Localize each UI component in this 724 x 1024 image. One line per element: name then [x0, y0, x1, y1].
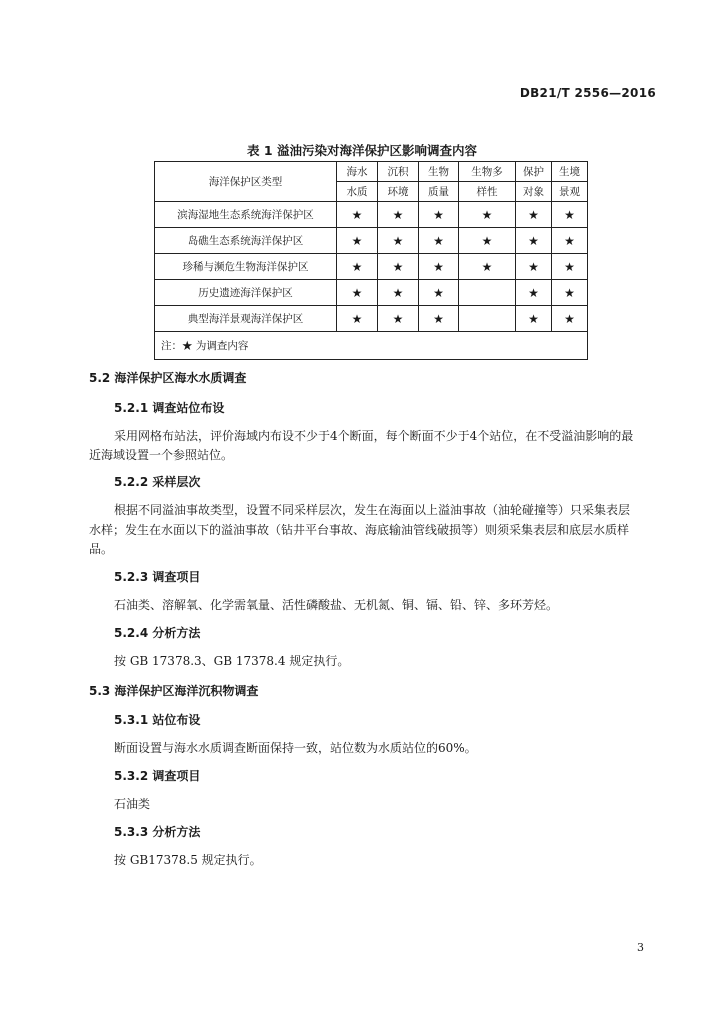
- column-header: 生物多: [459, 162, 516, 182]
- column-header: 对象: [516, 182, 552, 202]
- star-mark: ★: [552, 306, 588, 332]
- star-mark: ★: [459, 228, 516, 254]
- star-mark: ★: [378, 254, 419, 280]
- table-note-row: [155, 332, 588, 360]
- empty-mark: [459, 280, 516, 306]
- paragraph-line: 石油类: [114, 797, 151, 811]
- page-number: 3: [637, 941, 644, 954]
- star-mark: ★: [552, 254, 588, 280]
- survey-content-table: [154, 161, 588, 360]
- section-heading-5-3-1: 5.3.1 站位布设: [114, 713, 201, 727]
- star-mark: ★: [552, 202, 588, 228]
- paragraph-line: 采用网格布站法，评价海域内布设不少于4个断面，每个断面不少于4个站位，在不受溢油影响的最: [114, 429, 634, 443]
- section-heading-5-3-2: 5.3.2 调查项目: [114, 769, 201, 783]
- star-mark: ★: [552, 228, 588, 254]
- star-mark: ★: [337, 254, 378, 280]
- protected-area-type: 滨海湿地生态系统海洋保护区: [155, 202, 337, 228]
- star-mark: ★: [459, 254, 516, 280]
- table-row: [155, 306, 588, 332]
- protected-area-type: 典型海洋景观海洋保护区: [155, 306, 337, 332]
- paragraph-line: 断面设置与海水水质调查断面保持一致，站位数为水质站位的60%。: [114, 741, 477, 755]
- column-header: 生物: [419, 162, 459, 182]
- column-header: 沉积: [378, 162, 419, 182]
- row-header-cell: 海洋保护区类型: [155, 162, 337, 202]
- column-header: 景观: [552, 182, 588, 202]
- star-mark: ★: [516, 254, 552, 280]
- star-mark: ★: [378, 280, 419, 306]
- table-row: [155, 254, 588, 280]
- paragraph-line: 按 GB 17378.3、GB 17378.4 规定执行。: [114, 654, 350, 668]
- star-mark: ★: [419, 306, 459, 332]
- star-mark: ★: [459, 202, 516, 228]
- star-mark: ★: [552, 280, 588, 306]
- table-note: 注：★ 为调查内容: [155, 332, 588, 360]
- section-heading-5-2: 5.2 海洋保护区海水水质调查: [89, 371, 247, 385]
- section-heading-5-3-3: 5.3.3 分析方法: [114, 825, 201, 839]
- paragraph-line: 近海域设置一个参照站位。: [89, 448, 234, 462]
- star-mark: ★: [516, 306, 552, 332]
- column-header: 生境: [552, 162, 588, 182]
- protected-area-type: 岛礁生态系统海洋保护区: [155, 228, 337, 254]
- section-heading-5-2-1: 5.2.1 调查站位布设: [114, 401, 225, 415]
- section-heading-5-2-3: 5.2.3 调查项目: [114, 570, 201, 584]
- star-mark: ★: [419, 254, 459, 280]
- paragraph-line: 根据不同溢油事故类型，设置不同采样层次，发生在海面以上溢油事故（油轮碰撞等）只采集表层: [114, 503, 631, 517]
- star-mark: ★: [337, 306, 378, 332]
- star-mark: ★: [337, 228, 378, 254]
- column-header: 质量: [419, 182, 459, 202]
- column-header: 环境: [378, 182, 419, 202]
- table-title: 表 1 溢油污染对海洋保护区影响调查内容: [247, 143, 477, 158]
- protected-area-type: 历史遗迹海洋保护区: [155, 280, 337, 306]
- paragraph-line: 按 GB17378.5 规定执行。: [114, 853, 262, 867]
- star-mark: ★: [378, 306, 419, 332]
- star-mark: ★: [516, 228, 552, 254]
- table-row: [155, 280, 588, 306]
- section-heading-5-2-2: 5.2.2 采样层次: [114, 475, 201, 489]
- column-header: 保护: [516, 162, 552, 182]
- star-mark: ★: [337, 202, 378, 228]
- section-heading-5-3: 5.3 海洋保护区海洋沉积物调查: [89, 684, 259, 698]
- paragraph-line: 水样；发生在水面以下的溢油事故（钻井平台事故、海底输油管线破损等）则须采集表层和底层水质样: [89, 523, 630, 537]
- star-mark: ★: [419, 280, 459, 306]
- table-row: [155, 228, 588, 254]
- column-header: 水质: [337, 182, 378, 202]
- column-header: 样性: [459, 182, 516, 202]
- empty-mark: [459, 306, 516, 332]
- table-header-row: [155, 162, 588, 182]
- star-mark: ★: [419, 202, 459, 228]
- paragraph-line: 品。: [89, 542, 114, 556]
- star-mark: ★: [419, 228, 459, 254]
- star-mark: ★: [378, 228, 419, 254]
- star-mark: ★: [516, 202, 552, 228]
- paragraph-line: 石油类、溶解氧、化学需氧量、活性磷酸盐、无机氮、铜、镉、铅、锌、多环芳烃。: [114, 598, 559, 612]
- document-code: DB21/T 2556—2016: [519, 86, 656, 100]
- column-header: 海水: [337, 162, 378, 182]
- star-mark: ★: [378, 202, 419, 228]
- star-mark: ★: [337, 280, 378, 306]
- protected-area-type: 珍稀与濒危生物海洋保护区: [155, 254, 337, 280]
- table-row: [155, 202, 588, 228]
- section-heading-5-2-4: 5.2.4 分析方法: [114, 626, 201, 640]
- star-mark: ★: [516, 280, 552, 306]
